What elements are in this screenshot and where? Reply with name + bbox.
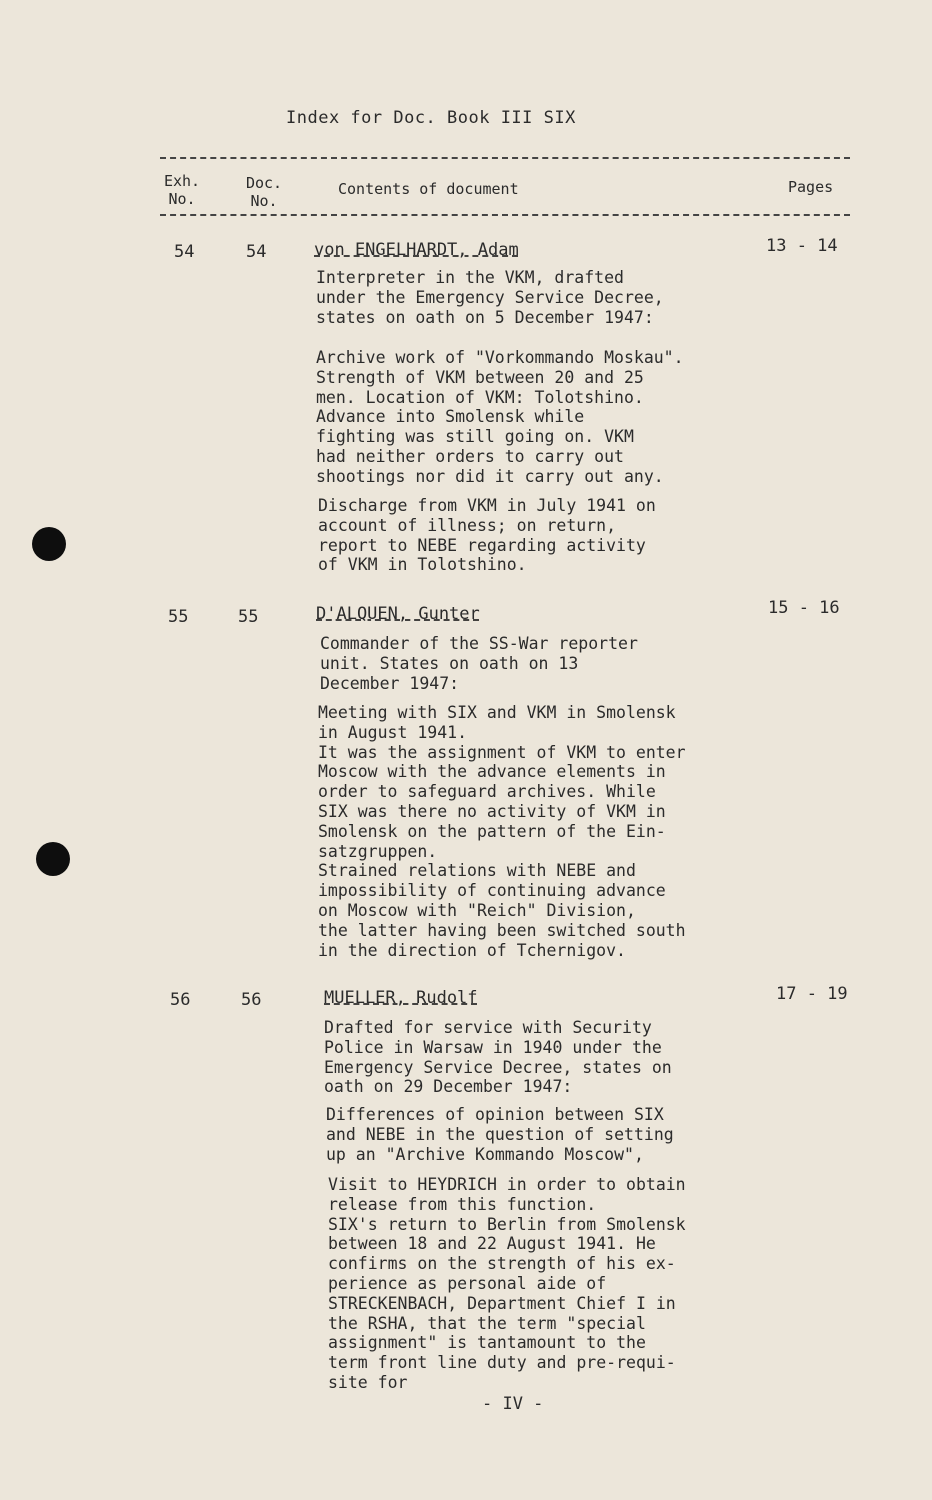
entry-paragraph [328,1175,798,1393]
text-line: between 18 and 22 August 1941. He [328,1234,656,1254]
document-number: 55 [238,607,259,627]
entry-paragraph [316,348,786,487]
text-line: on Moscow with "Reich" Division, [318,900,636,920]
entry-paragraph [318,703,788,960]
header-exh-no: Exh. No. [163,172,201,208]
exhibit-number: 54 [174,242,195,262]
page-title: Index for Doc. Book III SIX [286,108,576,128]
text-line: Police in Warsaw in 1940 under the [324,1037,662,1057]
entry-paragraph [320,634,790,693]
text-line: site for [328,1372,408,1392]
text-line: Visit to HEYDRICH in order to obtain [328,1175,686,1194]
text-line: impossibility of continuing advance [318,881,666,901]
exhibit-number: 56 [170,990,191,1010]
text-line: Strained relations with NEBE and [318,861,636,881]
text-line: Smolensk on the pattern of the Ein- [318,821,666,841]
punch-hole-top [32,527,66,561]
text-line: Advance into Smolensk while [316,407,585,427]
text-line: release from this function. [328,1194,597,1214]
text-line: unit. States on oath on 13 [320,653,579,673]
text-line: in August 1941. [318,722,468,742]
punch-hole-bottom [36,842,70,876]
text-line: Drafted for service with Security [324,1018,652,1037]
page-range: 15 - 16 [768,598,840,618]
text-line: report to NEBE regarding activity [318,535,646,555]
text-line: order to safeguard archives. While [318,782,656,802]
text-line: satzgruppen. [318,841,438,861]
text-line: states on oath on 5 December 1947: [316,307,654,327]
page-range: 13 - 14 [766,236,838,256]
text-line: Commander of the SS-War reporter [320,634,638,653]
entry-paragraph [326,1105,796,1164]
entry-paragraph [316,268,786,327]
header-pages: Pages [788,178,834,196]
text-line: Strength of VKM between 20 and 25 [316,367,644,387]
text-line: had neither orders to carry out [316,446,624,466]
text-line: fighting was still going on. VKM [316,427,634,447]
text-line: Emergency Service Decree, states on [324,1057,672,1077]
text-line: up an "Archive Kommando Moscow", [326,1144,644,1164]
witness-name: D'ALQUEN, Gunter [316,604,480,624]
header-top-rule [160,157,850,159]
text-line: men. Location of VKM: Tolotshino. [316,387,644,407]
text-line: shootings nor did it carry out any. [316,466,664,486]
text-line: of VKM in Tolotshino. [318,555,527,575]
text-line: Meeting with SIX and VKM in Smolensk [318,703,676,722]
text-line: Moscow with the advance elements in [318,762,666,782]
document-number: 56 [241,990,262,1010]
page-number-footer: - IV - [482,1394,544,1414]
header-bottom-rule [160,214,850,216]
page-range: 17 - 19 [776,984,848,1004]
text-line: the RSHA, that the term "special [328,1313,646,1333]
text-line: It was the assignment of VKM to enter [318,742,686,762]
text-line: confirms on the strength of his ex- [328,1254,676,1274]
text-line: and NEBE in the question of setting [326,1124,674,1144]
text-line: perience as personal aide of [328,1273,607,1293]
text-line: account of illness; on return, [318,515,617,535]
text-line: STRECKENBACH, Department Chief I in [328,1293,676,1313]
text-line: the latter having been switched south [318,920,686,940]
text-line: oath on 29 December 1947: [324,1077,573,1097]
entry-paragraph [324,1018,794,1097]
exhibit-number: 55 [168,607,189,627]
witness-name: von ENGELHARDT, Adam [314,240,519,260]
header-contents: Contents of document [338,180,519,198]
text-line: term front line duty and pre-requi- [328,1353,676,1373]
text-line: SIX was there no activity of VKM in [318,801,666,821]
text-line: December 1947: [320,673,460,693]
entry-paragraph [318,496,788,575]
text-line: in the direction of Tchernigov. [318,940,626,960]
text-line: assignment" is tantamount to the [328,1333,646,1353]
text-line: Interpreter in the VKM, drafted [316,268,624,287]
text-line: Differences of opinion between SIX [326,1105,664,1124]
document-number: 54 [246,242,267,262]
text-line: Discharge from VKM in July 1941 on [318,496,656,515]
text-line: under the Emergency Service Decree, [316,287,664,307]
text-line: SIX's return to Berlin from Smolensk [328,1214,686,1234]
header-doc-no: Doc. No. [245,174,283,210]
text-line: Archive work of "Vorkommando Moskau". [316,348,684,367]
witness-name: MUELLER, Rudolf [324,988,478,1008]
